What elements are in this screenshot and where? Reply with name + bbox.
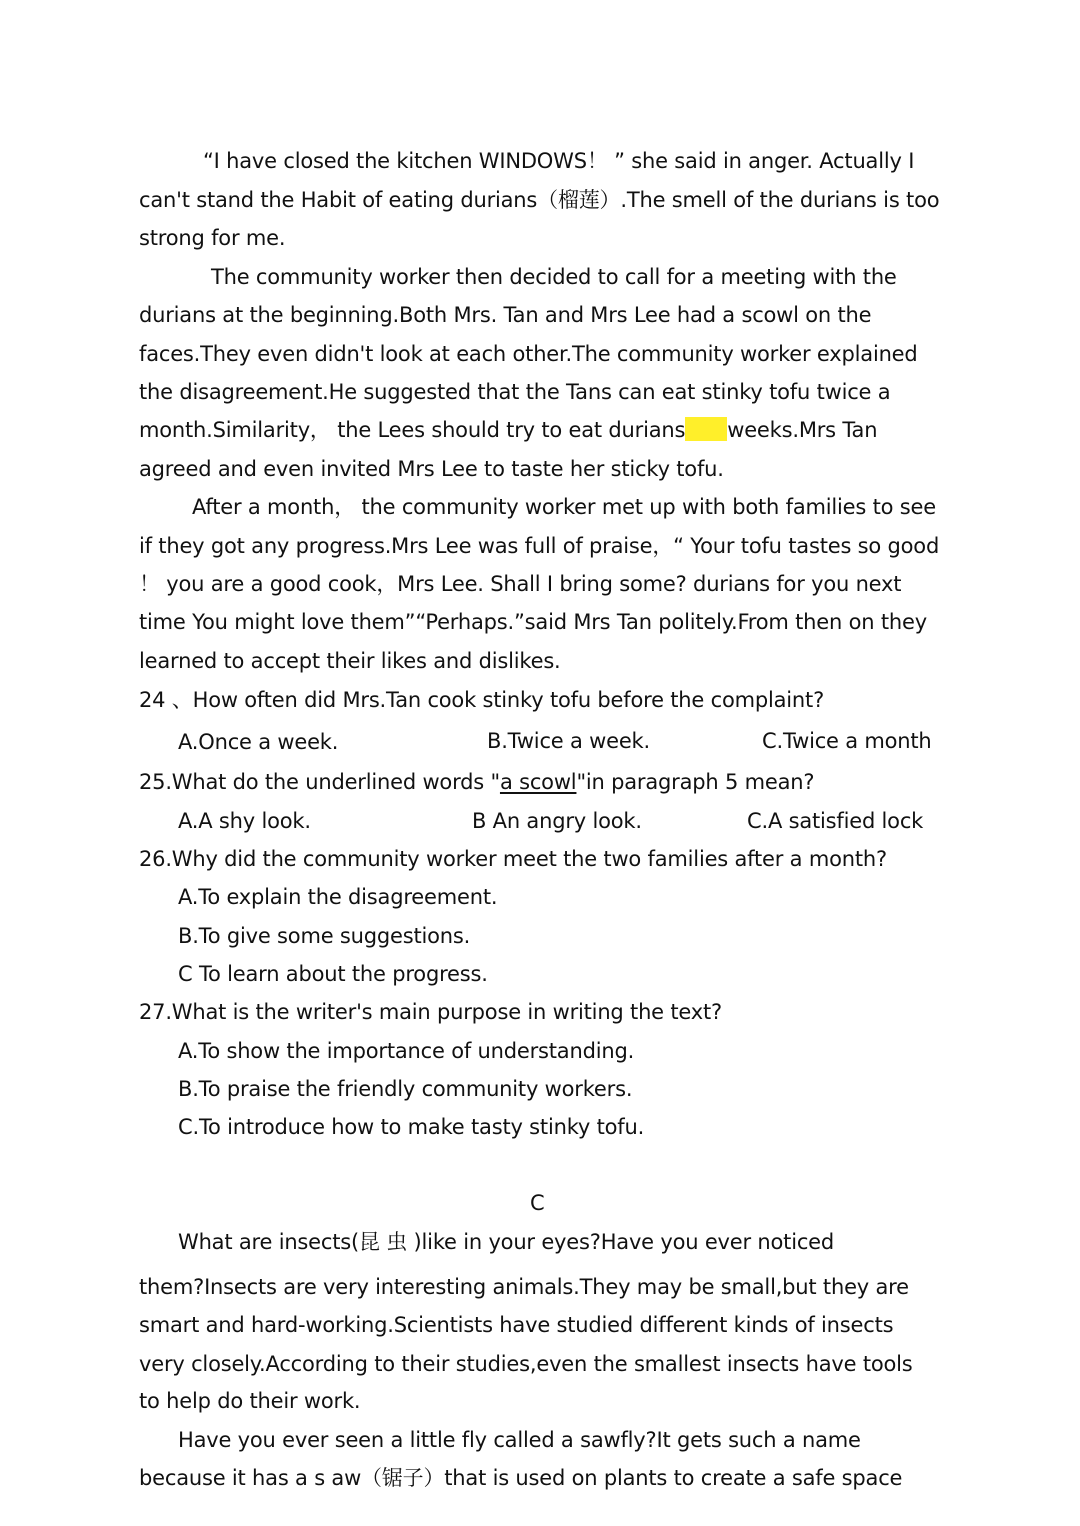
passage-b-p3-line-3: ！ you are a good cook，Mrs Lee. Shall I bring some? durians for you next <box>139 572 902 596</box>
passage-c-heading: C <box>530 1191 545 1215</box>
question-27-option-a: A.To show the importance of understanding. <box>178 1039 635 1063</box>
question-27-option-c: C.To introduce how to make tasty stinky tofu. <box>178 1115 645 1139</box>
passage-b-p3-line-2: if they got any progress.Mrs Lee was full of praise，“ Your tofu tastes so good <box>139 534 940 558</box>
question-25-stem-end: "in paragraph 5 mean? <box>576 770 815 794</box>
passage-c-p1-line-2: them?Insects are very interesting animals.They may be small,but they are <box>139 1275 909 1299</box>
passage-b-p2-line-2: durians at the beginning.Both Mrs. Tan and Mrs Lee had a scowl on the <box>139 303 872 327</box>
passage-b-p2-line-3: faces.They even didn't look at each other.The community worker explained <box>139 342 918 366</box>
question-26-stem: 26.Why did the community worker meet the two families after a month? <box>139 847 887 871</box>
passage-b-p1-line-1: “I have closed the kitchen WINDOWS！ ” she said in anger. Actually I <box>203 149 915 173</box>
passage-c-p1-line-1: What are insects(昆 虫 )like in your eyes?Have you ever noticed <box>178 1230 835 1254</box>
question-24-stem: 24 、How often did Mrs.Tan cook stinky tofu before the complaint? <box>139 688 825 712</box>
question-25-stem <box>139 769 814 795</box>
passage-b-p3-line-4: time You might love them”“Perhaps.”said Mrs Tan politely.From then on they <box>139 610 927 634</box>
passage-b-p3-line-5: learned to accept their likes and dislikes. <box>139 649 561 673</box>
passage-b-p2-line-5-end: weeks.Mrs Tan <box>727 418 878 442</box>
question-25-underlined-words: a scowl <box>499 770 577 794</box>
question-24-option-a: A.Once a week. <box>178 730 339 754</box>
question-25-option-c: C.A satisfied lock <box>747 809 924 833</box>
question-26-option-b: B.To give some suggestions. <box>178 924 471 948</box>
passage-c-p2-line-2: because it has a s aw（锯子）that is used on plants to create a safe space <box>139 1466 903 1490</box>
question-27-option-b: B.To praise the friendly community workers. <box>178 1077 633 1101</box>
passage-c-p2-line-1: Have you ever seen a little fly called a sawfly?It gets such a name <box>178 1428 861 1452</box>
question-25-option-b: B An angry look. <box>472 809 642 833</box>
passage-c-p1-line-5: to help do their work. <box>139 1389 361 1413</box>
passage-b-p1-line-3: strong for me. <box>139 226 286 250</box>
passage-b-p2-line-5-start: month.Similarity， the Lees should try to eat durians <box>139 418 686 442</box>
question-26-option-c: C To learn about the progress. <box>178 962 488 986</box>
question-24-option-c: C.Twice a month <box>762 729 932 753</box>
passage-b-p2-line-5 <box>139 417 877 443</box>
passage-b-p3-line-1: After a month， the community worker met up with both families to see <box>192 495 936 519</box>
question-25-option-a: A.A shy look. <box>178 809 311 833</box>
passage-c-p1-line-3: smart and hard-working.Scientists have studied different kinds of insects <box>139 1313 894 1337</box>
question-25-stem-start: 25.What do the underlined words " <box>139 770 500 794</box>
question-24-option-b: B.Twice a week. <box>487 729 650 753</box>
passage-b-p1-line-2: can't stand the Habit of eating durians（榴莲）.The smell of the durians is too <box>139 188 940 212</box>
passage-b-p2-line-4: the disagreement.He suggested that the Tans can eat stinky tofu twice a <box>139 380 891 404</box>
passage-b-p2-line-6: agreed and even invited Mrs Lee to taste her sticky tofu. <box>139 457 724 481</box>
question-27-stem: 27.What is the writer's main purpose in writing the text? <box>139 1000 722 1024</box>
highlight-mark <box>685 417 727 441</box>
passage-c-p1-line-4: very closely.According to their studies,even the smallest insects have tools <box>139 1352 913 1376</box>
passage-b-p2-line-1: The community worker then decided to call for a meeting with the <box>211 265 897 289</box>
question-26-option-a: A.To explain the disagreement. <box>178 885 498 909</box>
